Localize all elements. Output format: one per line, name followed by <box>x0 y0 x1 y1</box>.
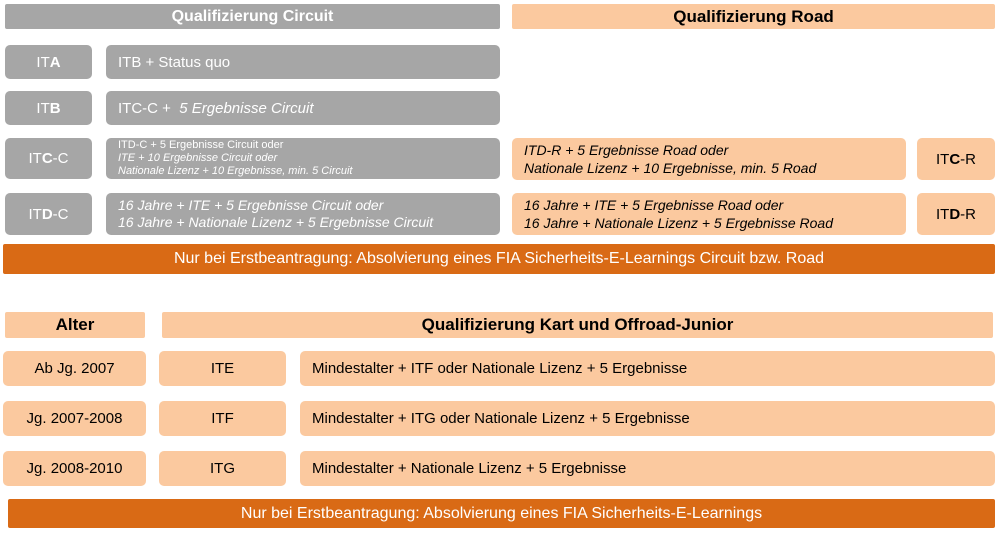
age-cell <box>3 451 146 486</box>
code-label: ITB <box>36 99 61 117</box>
age-label: Ab Jg. 2007 <box>34 360 115 377</box>
requirement-itd-r <box>512 193 906 235</box>
requirement-itc-c <box>106 138 500 179</box>
kart-header <box>162 312 993 338</box>
requirement-line: Nationale Lizenz + 10 Ergebnisse, min. 5 Road <box>524 160 817 176</box>
requirement-itf <box>300 401 995 436</box>
code-itb <box>5 91 92 125</box>
code-itd-r <box>917 193 995 235</box>
age-label: Jg. 2008-2010 <box>26 460 123 477</box>
circuit-header-label: Qualifizierung Circuit <box>171 7 334 25</box>
code-label: ITA <box>36 53 61 71</box>
requirement-itc-r <box>512 138 906 180</box>
requirement-line: ITD-C + 5 Ergebnisse Circuit oder <box>118 139 284 151</box>
code-label: ITC-R <box>935 150 976 168</box>
code-itc-c <box>5 138 92 179</box>
requirement-line: 16 Jahre + Nationale Lizenz + 5 Ergebnisse Road <box>524 215 833 231</box>
banner-top-text: Nur bei Erstbeantragung: Absolvierung eines FIA Sicherheits-E-Learnings Circuit bzw. Road <box>173 250 825 267</box>
code-ita <box>5 45 92 79</box>
banner-bottom <box>8 499 995 528</box>
requirement-text: Mindestalter + ITF oder Nationale Lizenz + 5 Ergebnisse <box>312 360 688 377</box>
code-itg <box>159 451 286 486</box>
requirement-text: ITC-C + 5 Ergebnisse Circuit <box>118 99 314 117</box>
code-label: ITD-R <box>935 205 976 223</box>
code-itf <box>159 401 286 436</box>
age-cell <box>3 351 146 386</box>
code-label: ITD-C <box>28 205 69 223</box>
circuit-header <box>5 4 500 29</box>
requirement-itb <box>106 91 500 125</box>
age-header <box>5 312 145 338</box>
requirement-text: Mindestalter + Nationale Lizenz + 5 Ergebnisse <box>312 460 627 477</box>
banner-top <box>3 244 995 274</box>
code-ite <box>159 351 286 386</box>
code-itd-c <box>5 193 92 235</box>
road-header <box>512 4 995 29</box>
requirement-line: ITE + 10 Ergebnisse Circuit oder <box>118 152 278 164</box>
requirement-itg <box>300 451 995 486</box>
requirement-line: 16 Jahre + Nationale Lizenz + 5 Ergebnisse Circuit <box>118 214 434 230</box>
code-label: ITF <box>211 410 234 427</box>
requirement-line: ITD-R + 5 Ergebnisse Road oder <box>524 142 729 158</box>
code-itc-r <box>917 138 995 180</box>
requirement-line: 16 Jahre + ITE + 5 Ergebnisse Road oder <box>524 197 784 213</box>
kart-header-label: Qualifizierung Kart und Offroad-Junior <box>421 315 734 334</box>
requirement-text: Mindestalter + ITG oder Nationale Lizenz + 5 Ergebnisse <box>312 410 690 427</box>
age-label: Jg. 2007-2008 <box>26 410 123 427</box>
age-cell <box>3 401 146 436</box>
requirement-ite <box>300 351 995 386</box>
age-header-label: Alter <box>55 315 95 334</box>
requirement-ita <box>106 45 500 79</box>
code-label: ITG <box>210 460 235 477</box>
code-label: ITC-C <box>28 150 69 167</box>
banner-bottom-text: Nur bei Erstbeantragung: Absolvierung eines FIA Sicherheits-E-Learnings <box>240 504 763 522</box>
requirement-line: Nationale Lizenz + 10 Ergebnisse, min. 5 Circuit <box>118 165 353 177</box>
requirement-text: ITB + Status quo <box>118 53 231 71</box>
requirement-itd-c <box>106 193 500 235</box>
requirement-line: 16 Jahre + ITE + 5 Ergebnisse Circuit oder <box>118 197 384 213</box>
road-header-label: Qualifizierung Road <box>673 6 834 26</box>
code-label: ITE <box>210 360 235 377</box>
